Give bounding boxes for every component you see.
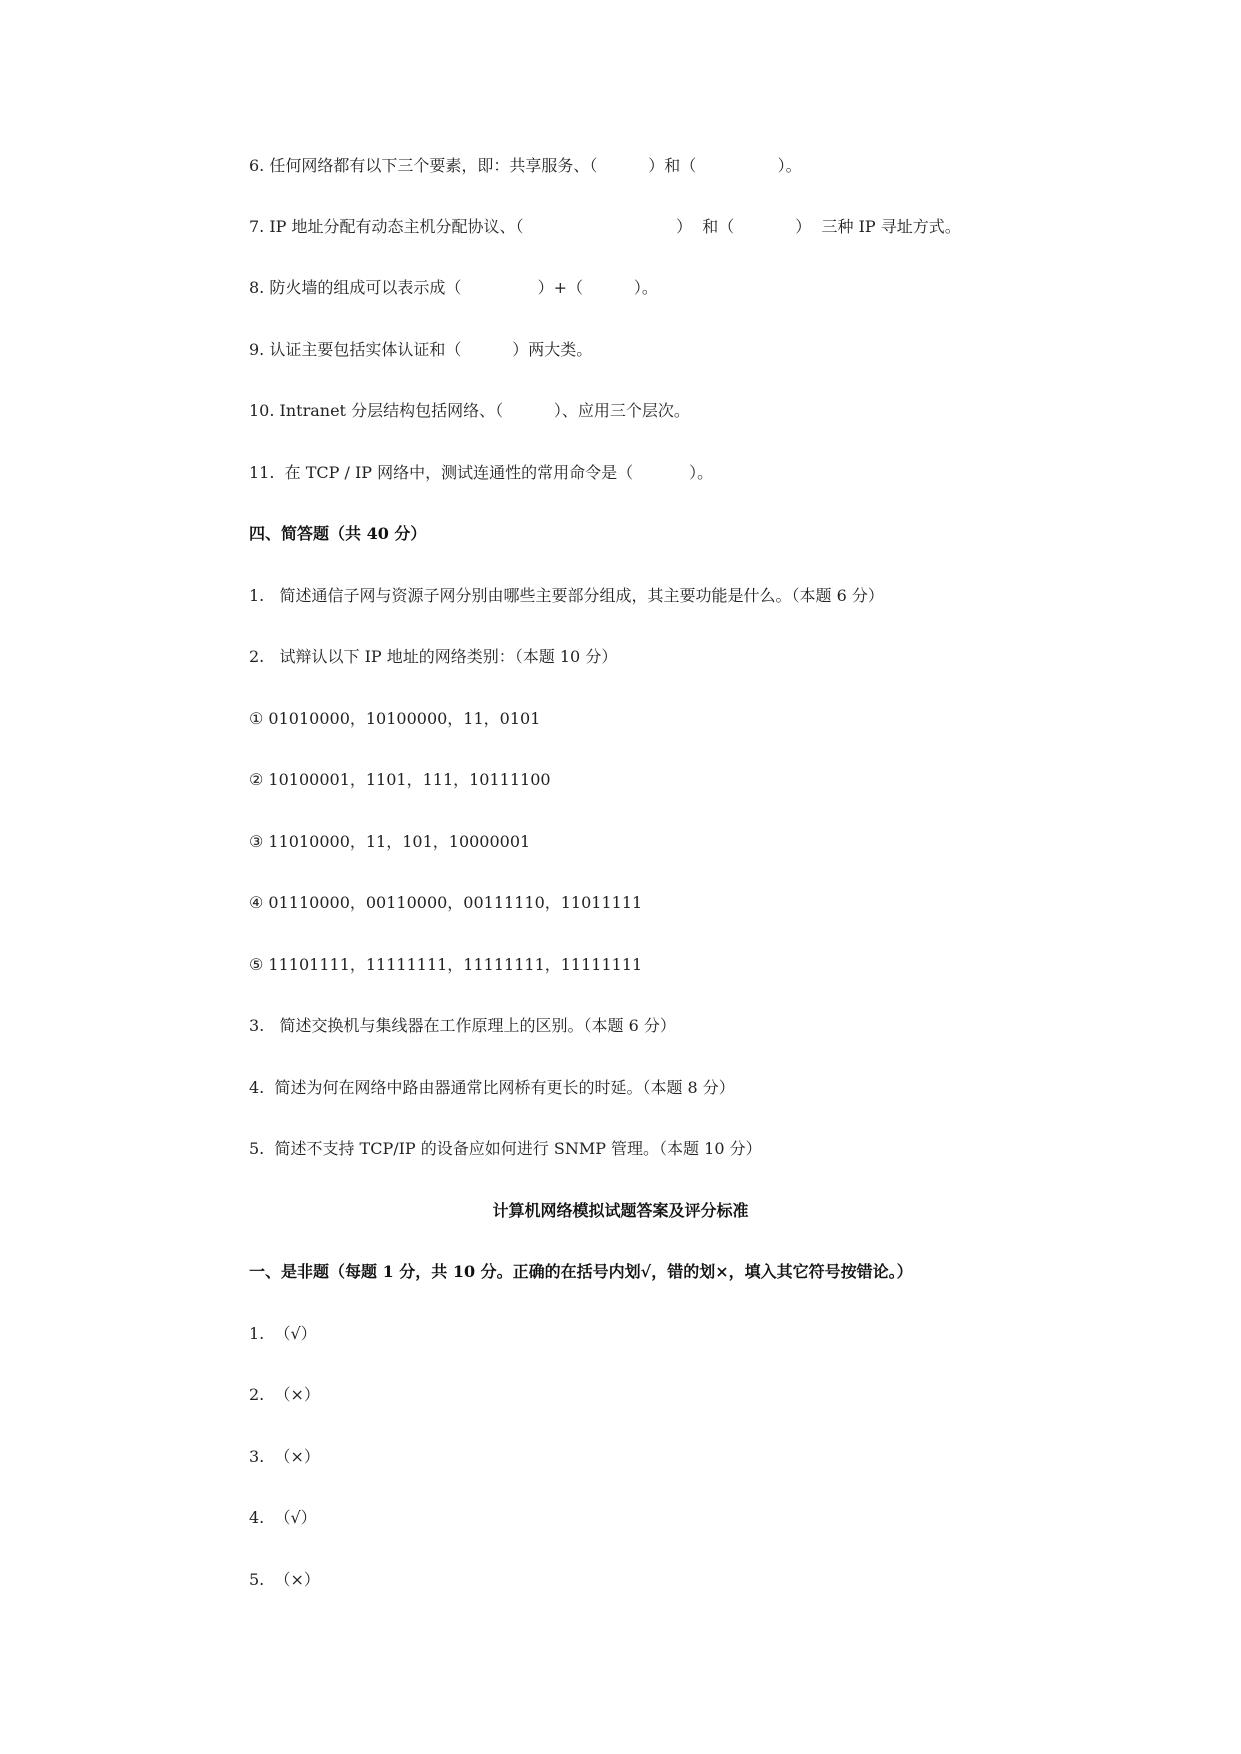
answer-item-2: 2. （×）: [249, 1385, 320, 1404]
question-10: 10. Intranet 分层结构包括网络、（ ）、应用三个层次。: [249, 401, 690, 420]
ip-item-4: ④ 01110000，00110000，00111110，11011111: [249, 893, 643, 912]
short-answer-4: 4. 简述为何在网络中路由器通常比网桥有更长的时延。（本题 8 分）: [249, 1078, 735, 1097]
question-7: 7. IP 地址分配有动态主机分配协议、（ ） 和（ ） 三种 IP 寻址方式。: [249, 217, 961, 236]
ip-item-1: ① 01010000，10100000，11，0101: [249, 709, 541, 728]
question-9: 9. 认证主要包括实体认证和（ ）两大类。: [249, 340, 593, 359]
section-4-title: 四、简答题（共 40 分）: [249, 524, 427, 543]
answer-item-1: 1. （√）: [249, 1324, 317, 1343]
short-answer-1: 1. 简述通信子网与资源子网分别由哪些主要部分组成，其主要功能是什么。（本题 6 分）: [249, 586, 884, 605]
answers-section-1-title: 一、是非题（每题 1 分，共 10 分。正确的在括号内划√，错的划×，填入其它符号按错论。）: [249, 1262, 913, 1281]
short-answer-2: 2. 试辩认以下 IP 地址的网络类别：（本题 10 分）: [249, 647, 618, 666]
answer-item-4: 4. （√）: [249, 1508, 317, 1527]
answers-title: 计算机网络模拟试题答案及评分标准: [492, 1201, 749, 1220]
short-answer-5: 5. 简述不支持 TCP/IP 的设备应如何进行 SNMP 管理。（本题 10 分）: [249, 1139, 762, 1158]
question-11: 11. 在 TCP / IP 网络中，测试连通性的常用命令是（ ）。: [249, 463, 714, 482]
ip-item-2: ② 10100001，1101，111，10111100: [249, 770, 551, 789]
ip-item-5: ⑤ 11101111，11111111，11111111，11111111: [249, 955, 643, 974]
answer-item-3: 3. （×）: [249, 1447, 320, 1466]
question-6: 6. 任何网络都有以下三个要素，即：共享服务、（ ）和（ ）。: [249, 156, 802, 175]
ip-item-3: ③ 11010000，11，101，10000001: [249, 832, 531, 851]
answer-item-5: 5. （×）: [249, 1570, 320, 1589]
short-answer-3: 3. 简述交换机与集线器在工作原理上的区别。（本题 6 分）: [249, 1016, 676, 1035]
question-8: 8. 防火墙的组成可以表示成（ ）+（ ）。: [249, 278, 658, 297]
